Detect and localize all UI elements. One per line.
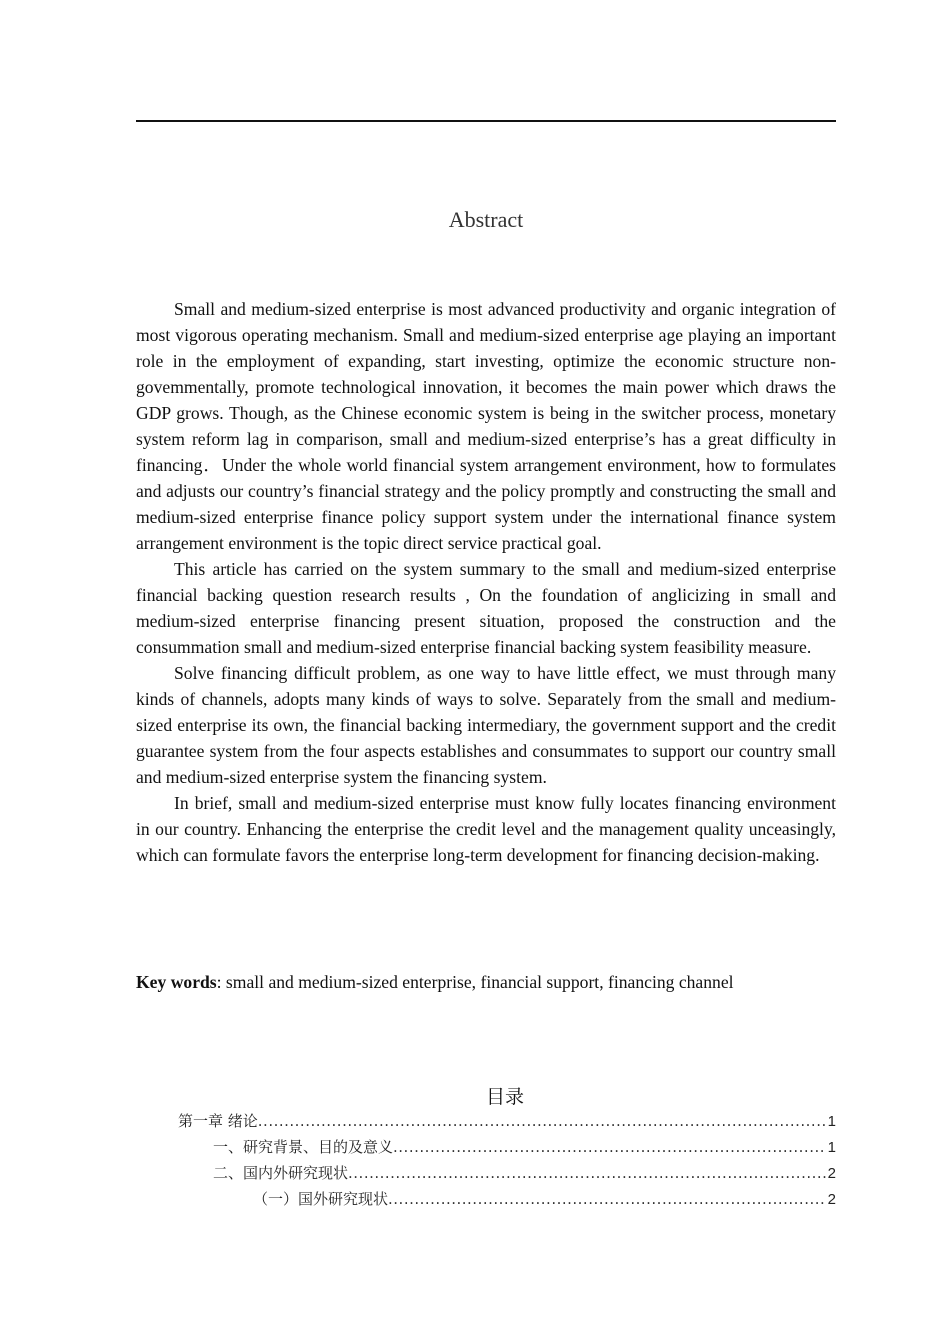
toc-leader-dots (388, 1186, 826, 1212)
abstract-body (136, 296, 836, 868)
toc-entry-page: 1 (827, 1139, 836, 1156)
toc-entry[interactable] (253, 1186, 836, 1212)
toc-entry-label: 二、国内外研究现状 (213, 1164, 349, 1182)
abstract-paragraph: This article has carried on the system summary to the small and medium-sized enterprise financial backing question research results , On the foundation of anglicizing in small and medium-sized enterprise financing present situation, proposed the construction and the consummation small and medium-sized enterprise financial backing system feasibility measure. (136, 559, 836, 657)
keywords-text: : small and medium-sized enterprise, financial support, financing channel (216, 972, 734, 992)
abstract-paragraph: Small and medium-sized enterprise is most advanced productivity and organic integration of most vigorous operating mechanism. Small and medium-sized enterprise age playing an important role in the employment of expanding, start investing, optimize the economic structure non-govemmentally, promote technological innovation, it becomes the main power which draws the GDP grows. Though, as the Chinese economic system is being in the switcher process, monetary system reform lag in comparison, small and medium-sized enterprise’s has a great difficulty in financing．Under the whole world financial system arrangement environment, how to formulates and adjusts our country’s financial strategy and the policy promptly and constructing the small and medium-sized enterprise finance policy support system under the international finance system arrangement environment is the topic direct service practical goal. (136, 299, 836, 553)
abstract-title: Abstract (448, 207, 524, 232)
toc-entry[interactable] (178, 1108, 836, 1134)
toc-entry[interactable] (213, 1134, 836, 1160)
toc-leader-dots (393, 1134, 826, 1160)
toc-leader-dots (258, 1108, 826, 1134)
toc-leader-dots (348, 1160, 826, 1186)
toc-entry-label: （一）国外研究现状 (253, 1190, 389, 1208)
toc-title: 目录 (485, 1086, 524, 1108)
toc-entry-page: 2 (827, 1165, 836, 1182)
keywords-label: Key words (136, 972, 217, 992)
toc-entry-label: 第一章 绪论 (178, 1112, 258, 1130)
header-rule (136, 120, 836, 122)
toc-entry-label: 一、研究背景、目的及意义 (213, 1138, 394, 1156)
abstract-paragraph: In brief, small and medium-sized enterprise must know fully locates financing environment in our country. Enhancing the enterprise the credit level and the management quality unceasingly, which can formulate favors the enterprise long-term development for financing decision-making. (136, 793, 836, 865)
toc-entry-page: 1 (827, 1113, 836, 1130)
keywords-line (136, 969, 836, 995)
toc-entry-page: 2 (827, 1191, 836, 1208)
abstract-paragraph: Solve financing difficult problem, as one way to have little effect, we must through many kinds of channels, adopts many kinds of ways to solve. Separately from the small and medium-sized enterprise its own, the financial backing intermediary, the government support and the credit guarantee system from the four aspects establishes and consummates to support our country small and medium-sized enterprise system the financing system. (136, 663, 836, 787)
toc-entry[interactable] (213, 1160, 836, 1186)
